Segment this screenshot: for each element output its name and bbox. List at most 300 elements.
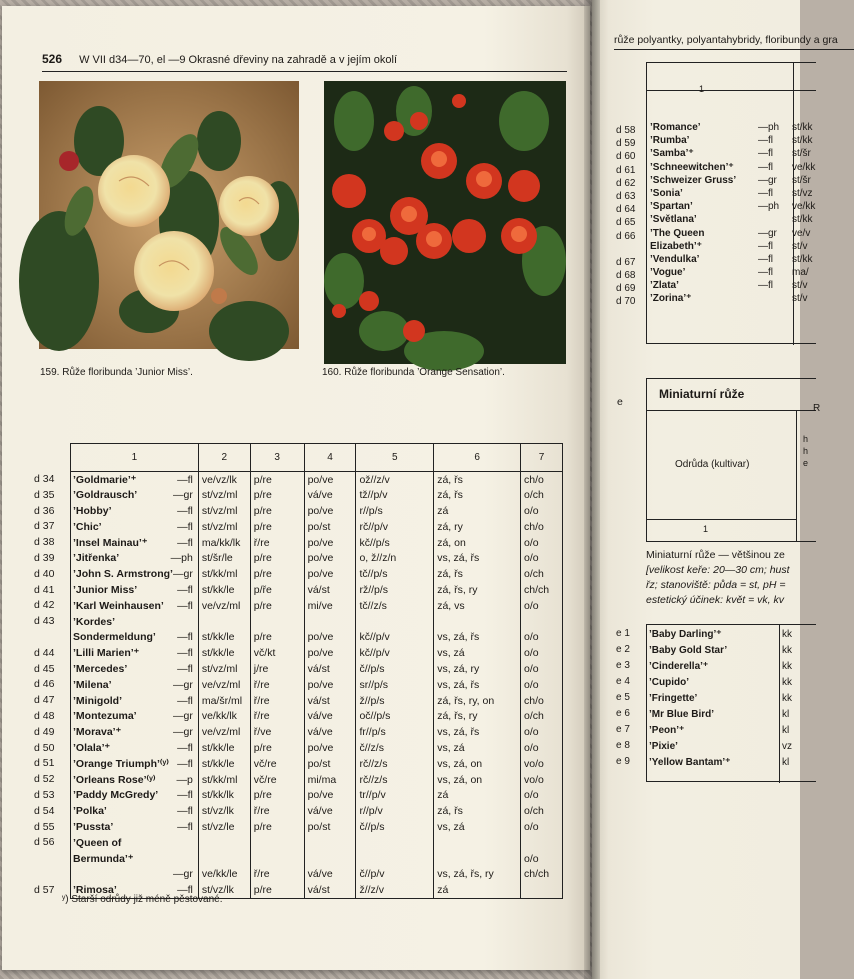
table-cell: sr//p/s [356, 677, 434, 693]
table-cell: ch/ch [521, 866, 563, 882]
cultivar-name: ’Vendulka’ [650, 253, 700, 265]
table-cell: p/re [250, 740, 304, 756]
cultivar-name: ’Olala’⁺ [73, 741, 111, 754]
row-id: d 62 [616, 177, 636, 189]
table-cell: vz [782, 741, 792, 752]
table-row [649, 675, 792, 691]
cultivar-name: ’Baby Gold Star’ [649, 645, 728, 656]
group-code: —fl [177, 662, 193, 675]
photo-orange-roses [324, 81, 566, 364]
cultivar-name: ’Baby Darling’⁺ [649, 629, 722, 640]
table-cell [304, 835, 356, 851]
table-cell: rč//p/v [356, 519, 434, 535]
table-cell: ve/kk [792, 201, 816, 213]
cultivar-cell [71, 708, 199, 724]
table-cell [521, 835, 563, 851]
row-id-column [34, 472, 66, 899]
header-fragment: R [813, 403, 821, 414]
table-cell: vá/ve [304, 724, 356, 740]
table-cell: o/o [521, 851, 563, 867]
table-cell: zá, vs [434, 598, 521, 614]
cultivar-cell [71, 582, 199, 598]
table-cell: vč/re [250, 772, 304, 788]
row-id: d 37 [34, 520, 55, 533]
cultivar-cell [71, 803, 199, 819]
table-cell: st/kk/le [198, 629, 250, 645]
table-cell: st/vz/ml [198, 503, 250, 519]
group-code: —fl [177, 631, 193, 644]
table-cell: vá/ve [304, 708, 356, 724]
table-cell: kk [782, 693, 792, 704]
description-line: Miniaturní růže — většinou ze [646, 549, 785, 561]
cultivar-name: ’Minigold’ [73, 694, 122, 707]
table-cell: p/re [250, 503, 304, 519]
cultivar-name: ’Karl Weinhausen’ [73, 599, 164, 612]
row-id: e 4 [616, 676, 630, 687]
group-code: —fl [758, 161, 773, 173]
table-cell: zá, řs [434, 566, 521, 582]
row-id [34, 867, 66, 883]
cultivar-name: ’Mr Blue Bird’ [649, 709, 715, 720]
table-cell: o/o [521, 819, 563, 835]
row-id [34, 851, 66, 867]
cultivar-cell [71, 614, 199, 630]
row-id: d 41 [34, 583, 55, 596]
row-id: d 38 [34, 536, 55, 549]
table-cell: ch/o [521, 519, 563, 535]
table-cell: zá, řs, ry, on [434, 693, 521, 709]
table-row [71, 472, 563, 488]
table-row [71, 550, 563, 566]
roses-table [70, 443, 563, 899]
group-code: —fl [177, 504, 193, 517]
row-id: d 36 [34, 504, 55, 517]
group-code: —fl [177, 694, 193, 707]
row-id: d 42 [34, 599, 55, 612]
table-cell [356, 835, 434, 851]
row-id: d 34 [34, 473, 55, 485]
table-row [71, 645, 563, 661]
table-row [71, 503, 563, 519]
table-cell: vs, zá, řs [434, 724, 521, 740]
table-cell: zá, řs [434, 803, 521, 819]
table-row [650, 187, 815, 200]
row-id: d 45 [34, 662, 55, 675]
table-cell: o/o [521, 724, 563, 740]
table-cell: p/ře [250, 582, 304, 598]
group-code: —fl [758, 267, 773, 279]
table-cell: vs, zá, řs [434, 677, 521, 693]
table-cell [250, 851, 304, 867]
cultivar-cell [71, 819, 199, 835]
table-cell: ř/re [250, 693, 304, 709]
column-header: 1 [703, 524, 709, 534]
table-cell: o/ch [521, 487, 563, 503]
table-cell: kk [782, 645, 792, 656]
table-cell: ř/ve [250, 724, 304, 740]
variety-header-cell [647, 411, 797, 519]
table-cell [304, 614, 356, 630]
cultivar-name: ’Queen of [73, 836, 122, 849]
cultivar-name: ’Goldmarie’⁺ [73, 473, 137, 486]
table-cell: ž//p/s [356, 693, 434, 709]
row-id: d 65 [616, 217, 636, 229]
group-code: —fl [177, 583, 193, 596]
table-row [650, 240, 815, 253]
table-cell: vá/ve [304, 866, 356, 882]
table-row [650, 134, 815, 147]
cultivar-name: ’Cinderella’⁺ [649, 661, 709, 672]
cultivar-cell [71, 598, 199, 614]
group-code: —fl [758, 240, 773, 252]
table-row [649, 643, 792, 659]
column-header: 1 [699, 84, 705, 94]
row-id: d 52 [34, 773, 55, 786]
column-header: 5 [356, 444, 434, 472]
cultivar-name: ’Yellow Bantam’⁺ [649, 757, 731, 768]
row-id: d 43 [34, 615, 55, 628]
column-number-cell [647, 519, 797, 542]
row-id: d 40 [34, 567, 55, 580]
table-header-row [71, 444, 563, 472]
table-cell: st/kk/le [198, 740, 250, 756]
cultivar-cell [71, 472, 199, 488]
table-cell: zá, řs, ry [434, 582, 521, 598]
cultivar-name: ’Polka’ [73, 805, 107, 818]
table-cell: p/re [250, 882, 304, 898]
cultivar-cell [71, 629, 199, 645]
table-cell: zá [434, 882, 521, 898]
table-row [650, 279, 815, 292]
group-code: —gr [172, 678, 193, 691]
table-cell: po/ve [304, 677, 356, 693]
table-cell: kk [782, 629, 792, 640]
table-row [649, 659, 792, 675]
table-cell: p/re [250, 487, 304, 503]
table-row [71, 803, 563, 819]
cultivar-name: ’Goldrausch’ [73, 489, 138, 502]
header-fragment: h [803, 446, 809, 456]
table-cell: ve/v [792, 227, 811, 239]
table-row [71, 708, 563, 724]
column-header: 6 [434, 444, 521, 472]
running-head-text: W VII d34—70, el —9 Okrasné dřeviny na zahradě a v jejím okolí [79, 54, 398, 66]
table-cell: r//p/v [356, 803, 434, 819]
group-code: —gr [172, 726, 193, 739]
table-row [71, 724, 563, 740]
group-code: —gr [172, 710, 193, 723]
group-code: —fl [177, 536, 193, 549]
table-row [71, 787, 563, 803]
cultivar-cell [71, 677, 199, 693]
group-code: —fl [177, 647, 193, 660]
row-id: d 46 [34, 678, 55, 691]
right-table-rows [650, 121, 815, 306]
cultivar-cell [71, 645, 199, 661]
right-running-head: růže polyantky, polyantahybridy, floribundy a gra [614, 34, 854, 50]
table-cell: p/re [250, 629, 304, 645]
table-cell: rč//z/s [356, 756, 434, 772]
table-cell: o/ch [521, 803, 563, 819]
table-cell: po/ve [304, 550, 356, 566]
table-cell: p/re [250, 819, 304, 835]
description-line: řz; stanoviště: půda = st, pH = [646, 579, 786, 591]
cultivar-cell [71, 835, 199, 851]
header-fragments [803, 433, 808, 469]
group-code: —fl [758, 253, 773, 265]
table-cell: o/o [521, 503, 563, 519]
row-id: e 9 [616, 756, 630, 767]
table-row [71, 598, 563, 614]
row-id [34, 630, 66, 646]
table-row [71, 629, 563, 645]
table-row [71, 487, 563, 503]
row-id: e 8 [616, 740, 630, 751]
table-cell: po/ve [304, 535, 356, 551]
table-cell [434, 851, 521, 867]
table-cell: st/kk [792, 214, 813, 226]
table-cell: po/ve [304, 629, 356, 645]
table-cell [304, 851, 356, 867]
table-row [71, 519, 563, 535]
cultivar-name: ’Samba’⁺ [650, 148, 694, 160]
table-cell [521, 614, 563, 630]
row-id: d 51 [34, 757, 55, 770]
table-row [71, 661, 563, 677]
table-cell: ř/re [250, 866, 304, 882]
group-code: —gr [172, 868, 193, 881]
cultivar-cell [71, 787, 199, 803]
table-cell: po/ve [304, 472, 356, 488]
cultivar-name: ’Vogue’ [650, 267, 686, 279]
group-code: —fl [177, 599, 193, 612]
table-cell: st/kk [792, 122, 813, 133]
table-cell: st/vz/lk [198, 803, 250, 819]
cultivar-name: ’Montezuma’ [73, 710, 137, 723]
cultivar-name: ’Zorina’⁺ [650, 293, 692, 305]
table-row [71, 566, 563, 582]
group-code: —fl [758, 135, 773, 147]
table-cell: vč/kt [250, 645, 304, 661]
table-cell: vs, zá [434, 740, 521, 756]
table-row [649, 627, 792, 643]
table-row [71, 693, 563, 709]
table-row [650, 266, 815, 279]
table-row [71, 866, 563, 882]
table-cell: p/re [250, 550, 304, 566]
yellow-roses-image [39, 81, 299, 349]
cultivar-name: ’Spartan’ [650, 201, 693, 213]
table-cell: rč//z/s [356, 772, 434, 788]
cultivar-name: ’Fringette’ [649, 693, 698, 704]
table-cell [250, 835, 304, 851]
table-cell: po/ve [304, 503, 356, 519]
table-cell: ve/kk/lk [198, 708, 250, 724]
table-cell: ch/ch [521, 582, 563, 598]
group-code: —fl [177, 473, 193, 486]
right-page [592, 0, 838, 979]
table-cell: po/ve [304, 645, 356, 661]
row-id: d 60 [616, 151, 636, 163]
cultivar-cell [71, 740, 199, 756]
table-cell: ve/vz/ml [198, 677, 250, 693]
cultivar-name: ’The Queen [650, 227, 705, 239]
table-cell: st/vz/ml [198, 661, 250, 677]
table-row [71, 851, 563, 867]
table-cell [521, 882, 563, 898]
table-cell: o/ch [521, 708, 563, 724]
table-cell: ř/re [250, 535, 304, 551]
right-row-id-column [616, 124, 635, 309]
table-cell: kl [782, 725, 790, 736]
table-cell: st/šr [792, 148, 811, 160]
table-cell: o/o [521, 550, 563, 566]
row-id: d 39 [34, 551, 55, 564]
caption-160: 160. Růže floribunda ’Orange Sensation’. [322, 367, 505, 378]
cultivar-name: ’Sonia’ [650, 187, 683, 199]
orange-roses-image [324, 81, 566, 364]
table-cell: po/st [304, 819, 356, 835]
table-cell [198, 614, 250, 630]
cultivar-name: ’Rimosa’ [73, 883, 117, 896]
caption-159: 159. Růže floribunda ’Junior Miss’. [40, 367, 193, 378]
cultivar-name: Bermunda’⁺ [73, 852, 134, 865]
table-cell: vá/st [304, 882, 356, 898]
row-id: d 64 [616, 204, 636, 216]
table-cell [356, 614, 434, 630]
table-row [649, 739, 792, 755]
table-cell: vá/st [304, 661, 356, 677]
table-footnote: ʸ) Starší odrůdy již méně pěstované. [62, 894, 223, 905]
group-code: —fl [177, 757, 193, 770]
table-cell: vá/ve [304, 803, 356, 819]
table-cell: ch/o [521, 472, 563, 488]
table-cell: ř/re [250, 803, 304, 819]
table-cell: p/re [250, 787, 304, 803]
row-id: d 63 [616, 190, 636, 202]
table-cell: ve/kk/le [198, 866, 250, 882]
cultivar-name: ’Insel Mainau’⁺ [73, 536, 148, 549]
table-row [650, 292, 815, 305]
miniature-row-id-column [616, 626, 630, 770]
group-code: —gr [758, 174, 777, 186]
table-cell: kč//p/v [356, 645, 434, 661]
table-row [71, 614, 563, 630]
table-cell: mi/ve [304, 598, 356, 614]
table-cell: zá [434, 503, 521, 519]
table-cell: j/re [250, 661, 304, 677]
table-cell: ma/šr/ml [198, 693, 250, 709]
table-cell: st/vz/le [198, 819, 250, 835]
row-id: d 66 [616, 230, 636, 242]
table-cell: oč//p/s [356, 708, 434, 724]
table-cell: st/v [792, 293, 808, 305]
row-id: d 44 [34, 646, 55, 659]
row-id: d 56 [34, 836, 55, 849]
table-cell: po/ve [304, 740, 356, 756]
group-code: —gr [758, 227, 777, 239]
table-cell: st/vz/ml [198, 487, 250, 503]
table-cell: vs, zá, řs [434, 629, 521, 645]
cultivar-name: ’Morava’⁺ [73, 726, 122, 739]
cultivar-name: ’Světlana’ [650, 214, 697, 226]
group-code: —fl [758, 148, 773, 160]
book-gutter [584, 0, 600, 979]
column-header: 4 [304, 444, 356, 472]
table-cell [198, 835, 250, 851]
table-cell: po/ve [304, 566, 356, 582]
table-cell: kl [782, 709, 790, 720]
row-id: d 47 [34, 694, 55, 707]
group-code: —fl [177, 820, 193, 833]
column-header: 7 [521, 444, 563, 472]
cultivar-name: ’Pixie’ [649, 741, 678, 752]
table-cell: kl [782, 757, 790, 768]
cultivar-name: ’Pussta’ [73, 820, 114, 833]
miniature-roses-description [646, 548, 826, 608]
cultivar-name: ’Mercedes’ [73, 662, 128, 675]
group-code: —gr [172, 489, 193, 502]
cultivar-cell [71, 661, 199, 677]
table-cell: kč//p/v [356, 629, 434, 645]
row-id [616, 243, 635, 256]
miniature-roses-header-box [646, 378, 821, 542]
row-id: e 6 [616, 708, 630, 719]
table-cell: st/kk/le [198, 645, 250, 661]
header-fragment: e [803, 458, 809, 468]
group-code: —ph [170, 552, 193, 565]
table-cell: o, ž//z/n [356, 550, 434, 566]
group-code: —ph [758, 122, 780, 133]
table-cell: o/o [521, 535, 563, 551]
table-row [71, 772, 563, 788]
cultivar-name: ’John S. Armstrong’ [73, 568, 173, 581]
table-cell: o/o [521, 677, 563, 693]
row-id: d 53 [34, 788, 55, 801]
table-row [650, 121, 815, 134]
cultivar-name: ’Zlata’ [650, 280, 679, 292]
table-cell: vs, zá [434, 819, 521, 835]
description-line: estetický účinek: květ = vk, kv [646, 594, 785, 606]
table-row [71, 535, 563, 551]
variety-header: Odrůda (kultivar) [675, 459, 750, 470]
table-row [649, 723, 792, 739]
table-cell: vs, zá [434, 645, 521, 661]
group-code: —fl [177, 805, 193, 818]
table-cell: ch/o [521, 693, 563, 709]
group-code: —fl [177, 789, 193, 802]
description-line: [velikost keře: 20—30 cm; hust [646, 564, 790, 576]
group-code: —fl [177, 741, 193, 754]
table-cell: vá/ve [304, 487, 356, 503]
cultivar-cell [71, 756, 199, 772]
table-row [71, 677, 563, 693]
group-code: —ph [758, 201, 780, 213]
cultivar-name: ’Romance’ [650, 122, 701, 133]
row-id: e 5 [616, 692, 630, 703]
table-cell: ož//z/v [356, 472, 434, 488]
row-id: d 68 [616, 270, 636, 282]
right-table-header [647, 63, 816, 94]
right-table-continued [646, 62, 816, 344]
table-row [650, 174, 815, 187]
group-code: —p [176, 773, 193, 786]
row-id: d 57 [34, 883, 55, 896]
table-row [649, 707, 792, 723]
table-cell: st/kk/ml [198, 566, 250, 582]
table-cell: zá, řs [434, 487, 521, 503]
table-cell [198, 851, 250, 867]
